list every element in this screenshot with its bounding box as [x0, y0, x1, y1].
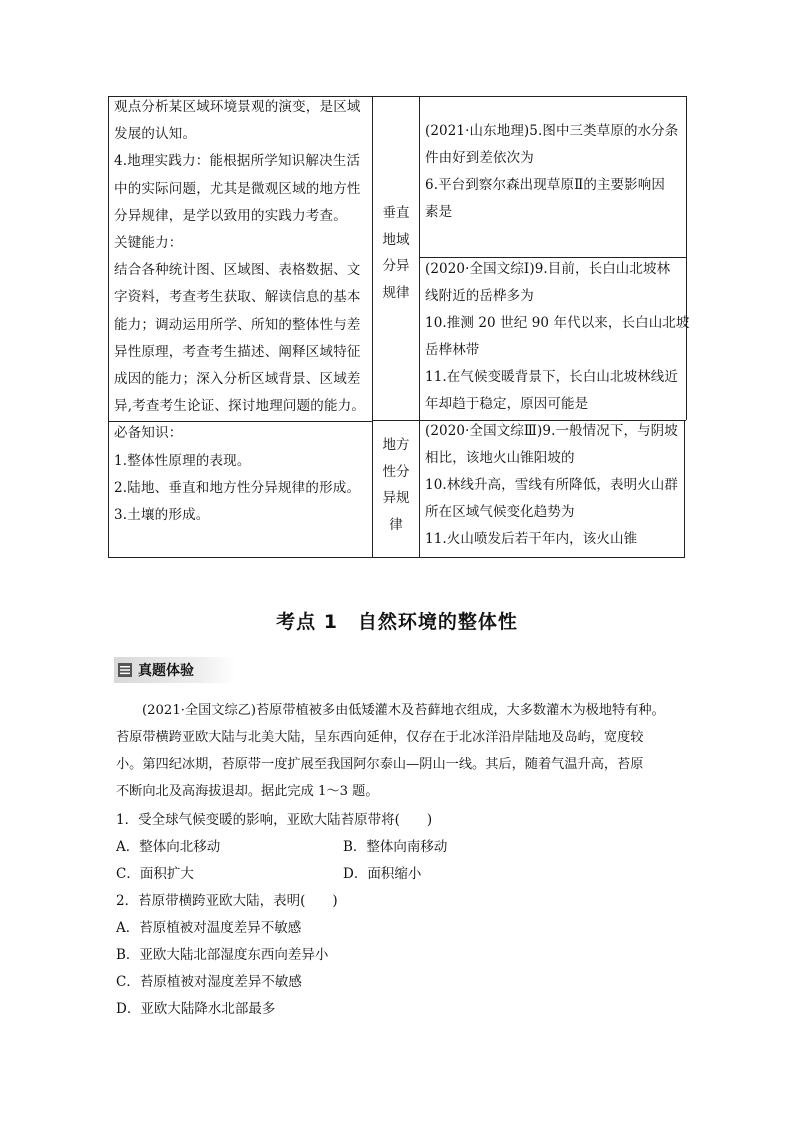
- text-line: 中的实际问题，尤其是微观区域的地方性: [114, 180, 361, 197]
- text-line: (2020·全国文综Ⅲ)9.一般情况下，与阴坡: [425, 423, 678, 439]
- text-line: 相比，该地火山锥阳坡的: [425, 450, 575, 466]
- question-2-option-b[interactable]: B．亚欧大陆北部湿度东西向差异小: [116, 947, 329, 963]
- text-line: 11.火山喷发后若干年内，该火山锥: [425, 531, 638, 547]
- question-2-option-c[interactable]: C．苔原植被对湿度差异不敏感: [116, 974, 302, 990]
- badge-label: 真题体验: [138, 663, 194, 679]
- table-left-column: [114, 94, 370, 529]
- paragraph-line: (2021·全国文综乙)苔原带植被多由低矮灌木及苔藓地衣组成，大多数灌木为极地特有种。: [142, 703, 665, 718]
- section-title: 考点 1 自然环境的整体性: [276, 611, 518, 633]
- text-line: 素是: [425, 204, 453, 220]
- text-line: 件由好到差依次为: [425, 150, 534, 166]
- paragraph-line: 不断向北及高海拔退却。据此完成 1～3 题。: [116, 784, 379, 799]
- text-line: 岳桦林带: [425, 342, 480, 358]
- paragraph-line: 小。第四纪冰期，苔原带一度扩展至我国阿尔泰山—阴山一线。其后，随着气温升高，苔原: [116, 757, 644, 772]
- list-icon: [118, 663, 132, 677]
- table-cell-questions-3: [425, 418, 678, 553]
- text-line: 观点分析某区域环境景观的演变，是区域: [114, 99, 361, 115]
- text-line: 2.陆地、垂直和地方性分异规律的形成。: [114, 479, 361, 496]
- text-line: 异,考查考生论证、探讨地理问题的能力。: [114, 398, 366, 415]
- text-line: 6.平台到察尔森出现草原Ⅱ的主要影响因: [425, 177, 665, 193]
- text-line: 4.地理实践力：能根据所学知识解决生活: [114, 153, 361, 170]
- question-1-stem: 1．受全球气候变暖的影响，亚欧大陆苔原带将( ): [116, 812, 433, 828]
- text-line: 成因的能力；深入分析区域背景、区域差: [114, 371, 361, 388]
- text-line: 结合各种统计图、区域图、表格数据、文: [114, 262, 361, 279]
- cell-text-line: 异规: [382, 490, 410, 506]
- question-1-option-c[interactable]: C．面积扩大: [116, 866, 194, 882]
- text-line: 关键能力：: [114, 235, 183, 252]
- cell-text-line: 规律: [382, 284, 410, 301]
- row-divider-mid: [372, 420, 419, 421]
- text-line: (2021·山东地理)5.图中三类草原的水分条: [425, 123, 679, 139]
- table-cell-vertical-zonation: [373, 200, 419, 306]
- paragraph-line: 苔原带横跨亚欧大陆与北美大陆，呈东西向延伸，仅存在于北冰洋沿岸陆地及岛屿，宽度较: [116, 730, 644, 745]
- question-2-stem: 2．苔原带横跨亚欧大陆，表明( ): [116, 893, 338, 909]
- question-2-option-a[interactable]: A．苔原植被对温度差异不敏感: [116, 920, 302, 936]
- table-right-border-lower: [684, 420, 685, 558]
- question-1-option-d[interactable]: D．面积缩小: [343, 866, 422, 882]
- table-cell-local-differentiation: [373, 432, 419, 538]
- cell-text-line: 分异: [382, 258, 410, 274]
- text-line: 3.土壤的形成。: [114, 507, 210, 524]
- table-left-border: [108, 96, 109, 558]
- cell-text-line: 地方: [382, 437, 410, 453]
- section-badge: [114, 657, 236, 683]
- table-bottom-border: [108, 557, 684, 558]
- cell-text-line: 垂直: [382, 205, 410, 221]
- table-divider-2: [419, 96, 420, 558]
- question-1-option-a[interactable]: A．整体向北移动: [116, 839, 221, 855]
- cell-text-line: 地域: [382, 231, 410, 248]
- text-line: 发展的认知。: [114, 126, 197, 143]
- cell-text-line: 律: [389, 516, 403, 533]
- table-cell-questions-2: [425, 256, 690, 418]
- cell-text-line: 性分: [382, 463, 410, 480]
- text-line: 必备知识：: [114, 425, 183, 442]
- text-line: 1.整体性原理的表现。: [114, 452, 251, 469]
- text-line: 能力；调动运用所学、所知的整体性与差: [114, 316, 361, 333]
- text-line: (2020·全国文综Ⅰ)9.目前，长白山北坡林: [425, 261, 671, 277]
- text-line: 线附近的岳桦多为: [425, 288, 534, 304]
- question-1-option-b[interactable]: B．整体向南移动: [343, 839, 448, 855]
- text-line: 10.推测 20 世纪 90 年代以来，长白山北坡: [425, 315, 690, 331]
- text-line: 10.林线升高，雪线有所降低，表明火山群: [425, 477, 678, 493]
- intro-paragraph: [116, 697, 681, 805]
- text-line: 分异规律，是学以致用的实践力考查。: [114, 207, 347, 224]
- text-line: 年却趋于稳定，原因可能是: [425, 396, 589, 412]
- text-line: 字资料，考查考生获取、解读信息的基本: [114, 289, 361, 306]
- text-line: 11.在气候变暖背景下，长白山北坡林线近: [425, 369, 678, 385]
- question-2-option-d[interactable]: D．亚欧大陆降水北部最多: [116, 1001, 276, 1017]
- text-line: 所在区域气候变化趋势为: [425, 504, 575, 520]
- table-cell-questions-1: [425, 118, 678, 226]
- text-line: 异性原理，考查考生描述、阐释区域特征: [114, 343, 361, 360]
